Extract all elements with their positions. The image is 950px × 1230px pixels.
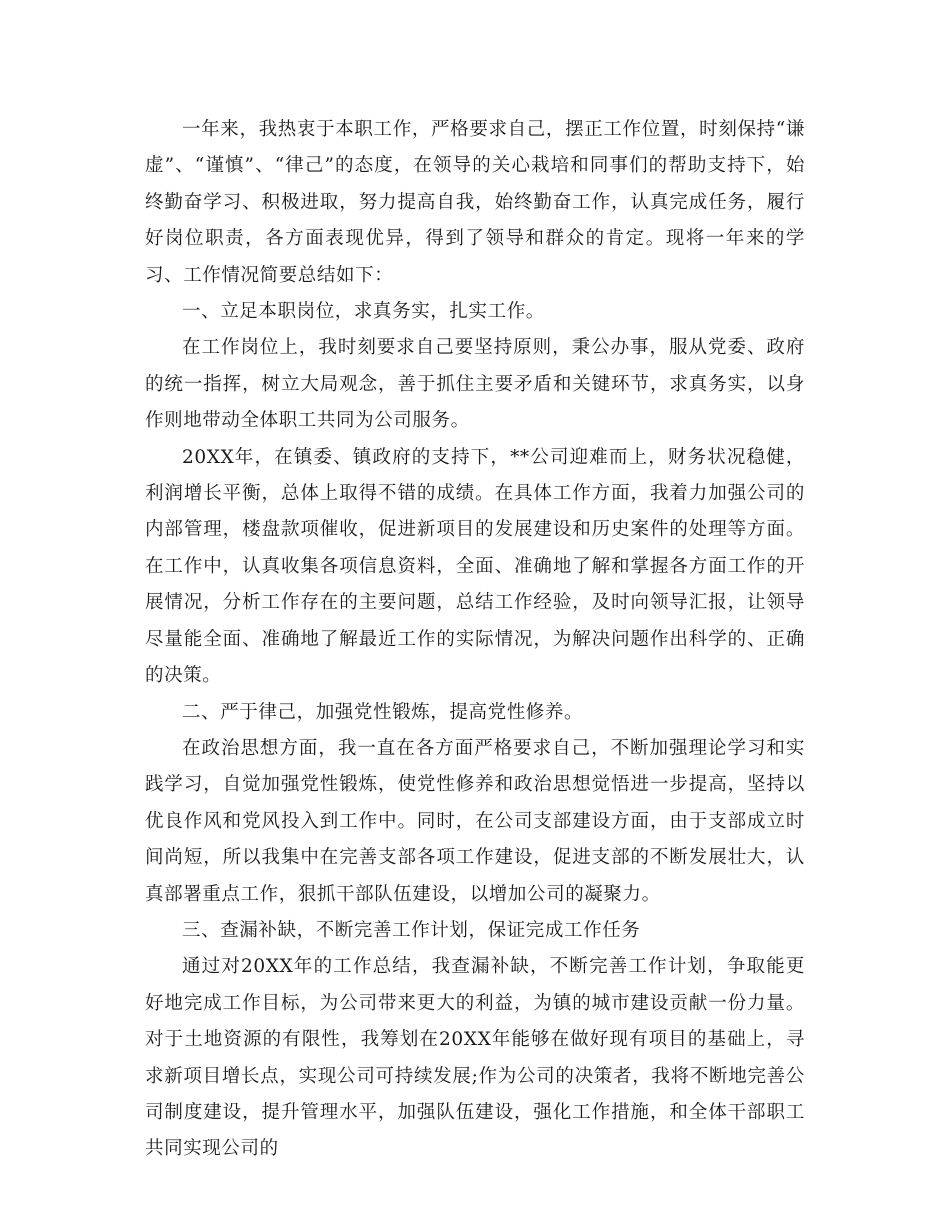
document-page [145,112,805,1168]
section-2-paragraph: 在政治思想方面，我一直在各方面严格要求自己，不断加强理论学习和实践学习，自觉加强党性锻炼，使党性修养和政治思想觉悟进一步提高，坚持以优良作风和党风投入到工作中。同时，在公司支部建设方面，由于支部成立时间尚短，所以我集中在完善支部各项工作建设，促进支部的不断发展壮大，认真部署重点工作，狠抓干部队伍建设，以增加公司的凝聚力。 [145,737,805,905]
section-heading-1: 一、立足本职岗位，求真务实，扎实工作。 [182,301,545,323]
section-1-paragraph-2: 20XX年，在镇委、镇政府的支持下，**公司迎难而上，财务状况稳健，利润增长平衡，总体上取得不错的成绩。在具体工作方面，我着力加强公司的内部管理，楼盘款项催收，促进新项目的发展建设和历史案件的处理等方面。在工作中，认真收集各项信息资料，全面、准确地了解和掌握各方面工作的开展情况，分析工作存在的主要问题，总结工作经验，及时向领导汇报，让领导尽量能全面、准确地了解最近工作的实际情况，为解决问题作出科学的、正确的决策。 [145,446,805,687]
section-3-paragraph: 通过对20XX年的工作总结，我查漏补缺，不断完善工作计划，争取能更好地完成工作目标，为公司带来更大的利益，为镇的城市建设贡献一份力量。对于土地资源的有限性，我筹划在20XX年能够在做好现有项目的基础上，寻求新项目增长点，实现公司可持续发展;作为公司的决策者，我将不断地完善公司制度建设，提升管理水平，加强队伍建设，强化工作措施，和全体干部职工共同实现公司的 [145,956,805,1160]
section-heading-3: 三、查漏补缺，不断完善工作计划，保证完成工作任务 [182,919,641,941]
section-1-paragraph-1: 在工作岗位上，我时刻要求自己要坚持原则，秉公办事，服从党委、政府的统一指挥，树立大局观念，善于抓住主要矛盾和关键环节，求真务实，以身作则地带动全体职工共同为公司服务。 [145,337,805,432]
intro-paragraph: 一年来，我热衷于本职工作，严格要求自己，摆正工作位置，时刻保持“谦虚”、“谨慎”、“律己”的态度，在领导的关心栽培和同事们的帮助支持下，始终勤奋学习、积极进取，努力提高自我，始终勤奋工作，认真完成任务，履行好岗位职责，各方面表现优异，得到了领导和群众的肯定。现将一年来的学习、工作情况简要总结如下： [145,119,805,286]
section-heading-2: 二、严于律己，加强党性锻炼，提高党性修养。 [182,701,584,723]
